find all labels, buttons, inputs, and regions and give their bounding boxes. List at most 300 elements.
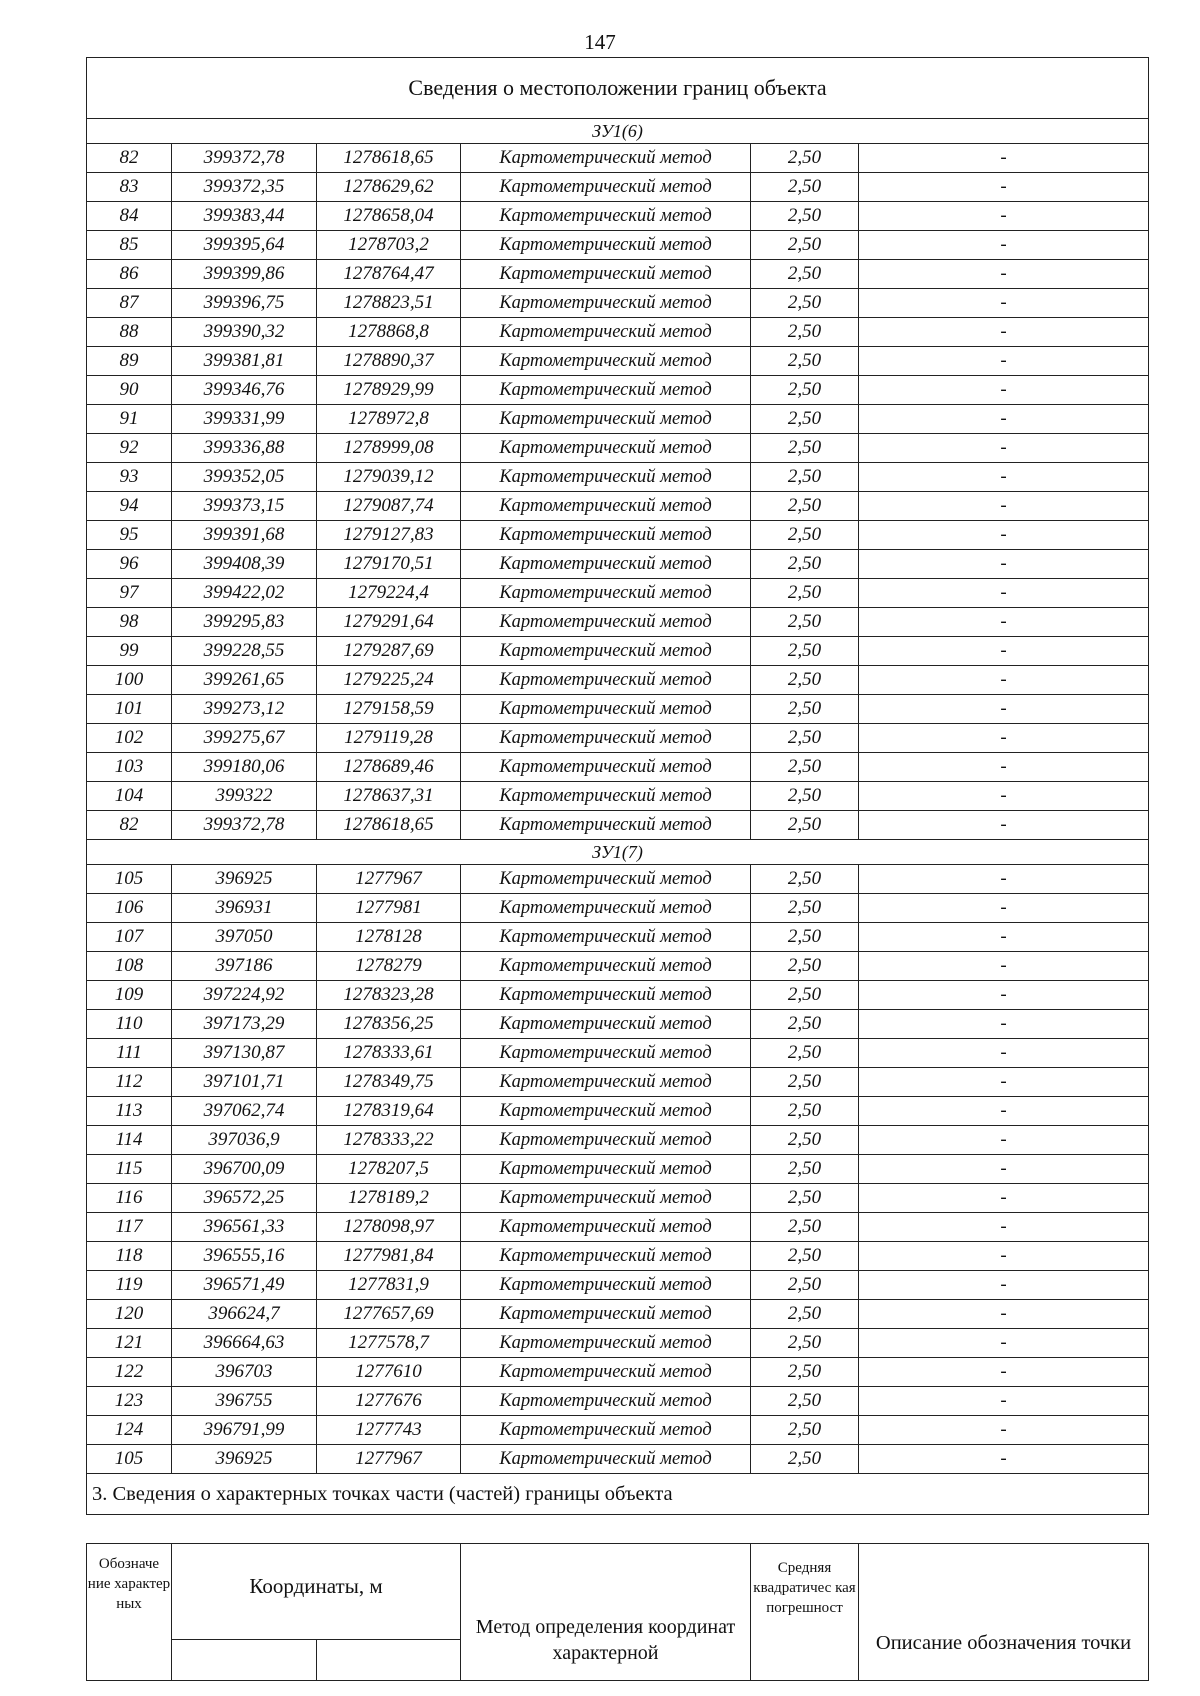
error-cell: 2,50 bbox=[751, 492, 859, 521]
method-cell: Картометрический метод bbox=[461, 1358, 751, 1387]
method-cell: Картометрический метод bbox=[461, 318, 751, 347]
method-cell: Картометрический метод bbox=[461, 144, 751, 173]
y-coordinate-cell: 1278207,5 bbox=[317, 1155, 461, 1184]
point-id-cell: 83 bbox=[87, 173, 172, 202]
error-cell: 2,50 bbox=[751, 695, 859, 724]
error-cell: 2,50 bbox=[751, 405, 859, 434]
x-coordinate-cell: 399422,02 bbox=[172, 579, 317, 608]
point-id-cell: 99 bbox=[87, 637, 172, 666]
point-id-cell: 121 bbox=[87, 1329, 172, 1358]
y-coordinate-cell: 1277610 bbox=[317, 1358, 461, 1387]
x-coordinate-cell: 399408,39 bbox=[172, 550, 317, 579]
y-coordinate-cell: 1277578,7 bbox=[317, 1329, 461, 1358]
point-id-cell: 112 bbox=[87, 1068, 172, 1097]
error-cell: 2,50 bbox=[751, 1010, 859, 1039]
x-coordinate-cell: 399395,64 bbox=[172, 231, 317, 260]
error-cell: 2,50 bbox=[751, 1416, 859, 1445]
point-id-cell: 102 bbox=[87, 724, 172, 753]
x-coordinate-cell: 399336,88 bbox=[172, 434, 317, 463]
method-cell: Картометрический метод bbox=[461, 1271, 751, 1300]
y-coordinate-cell: 1278929,99 bbox=[317, 376, 461, 405]
method-cell: Картометрический метод bbox=[461, 231, 751, 260]
method-cell: Картометрический метод bbox=[461, 463, 751, 492]
table-row bbox=[87, 1358, 1149, 1387]
method-cell: Картометрический метод bbox=[461, 173, 751, 202]
error-cell: 2,50 bbox=[751, 1445, 859, 1474]
point-id-cell: 82 bbox=[87, 144, 172, 173]
point-id-cell: 111 bbox=[87, 1039, 172, 1068]
header-description: Описание обозначения точки bbox=[859, 1544, 1149, 1681]
x-coordinate-cell: 397186 bbox=[172, 952, 317, 981]
y-coordinate-cell: 1278128 bbox=[317, 923, 461, 952]
error-cell: 2,50 bbox=[751, 1068, 859, 1097]
y-coordinate-cell: 1277743 bbox=[317, 1416, 461, 1445]
x-coordinate-cell: 397130,87 bbox=[172, 1039, 317, 1068]
method-cell: Картометрический метод bbox=[461, 1329, 751, 1358]
table-row bbox=[87, 173, 1149, 202]
point-id-cell: 95 bbox=[87, 521, 172, 550]
x-coordinate-cell: 397224,92 bbox=[172, 981, 317, 1010]
table-row bbox=[87, 608, 1149, 637]
section-row bbox=[87, 119, 1149, 144]
y-coordinate-cell: 1279287,69 bbox=[317, 637, 461, 666]
x-coordinate-cell: 399346,76 bbox=[172, 376, 317, 405]
table-row bbox=[87, 1242, 1149, 1271]
x-coordinate-cell: 399372,78 bbox=[172, 144, 317, 173]
y-coordinate-cell: 1277967 bbox=[317, 1445, 461, 1474]
table-row bbox=[87, 1126, 1149, 1155]
description-cell: - bbox=[859, 782, 1149, 811]
description-cell: - bbox=[859, 202, 1149, 231]
description-cell: - bbox=[859, 1300, 1149, 1329]
point-id-cell: 105 bbox=[87, 865, 172, 894]
description-cell: - bbox=[859, 865, 1149, 894]
table-row bbox=[87, 1039, 1149, 1068]
y-coordinate-cell: 1278999,08 bbox=[317, 434, 461, 463]
header-x-cell bbox=[172, 1640, 317, 1681]
x-coordinate-cell: 396664,63 bbox=[172, 1329, 317, 1358]
point-id-cell: 113 bbox=[87, 1097, 172, 1126]
section-label: ЗУ1(7) bbox=[87, 840, 1149, 865]
description-cell: - bbox=[859, 173, 1149, 202]
x-coordinate-cell: 397050 bbox=[172, 923, 317, 952]
y-coordinate-cell: 1278333,61 bbox=[317, 1039, 461, 1068]
point-id-cell: 84 bbox=[87, 202, 172, 231]
y-coordinate-cell: 1279158,59 bbox=[317, 695, 461, 724]
error-cell: 2,50 bbox=[751, 608, 859, 637]
point-id-cell: 106 bbox=[87, 894, 172, 923]
x-coordinate-cell: 399383,44 bbox=[172, 202, 317, 231]
point-id-cell: 108 bbox=[87, 952, 172, 981]
y-coordinate-cell: 1279225,24 bbox=[317, 666, 461, 695]
description-cell: - bbox=[859, 1242, 1149, 1271]
point-id-cell: 98 bbox=[87, 608, 172, 637]
x-coordinate-cell: 396931 bbox=[172, 894, 317, 923]
table-title-row bbox=[87, 58, 1149, 119]
section-label: ЗУ1(6) bbox=[87, 119, 1149, 144]
x-coordinate-cell: 399373,15 bbox=[172, 492, 317, 521]
description-cell: - bbox=[859, 434, 1149, 463]
description-cell: - bbox=[859, 289, 1149, 318]
table-title: Сведения о местоположении границ объекта bbox=[87, 58, 1149, 119]
point-id-cell: 89 bbox=[87, 347, 172, 376]
table-row bbox=[87, 579, 1149, 608]
method-cell: Картометрический метод bbox=[461, 347, 751, 376]
description-cell: - bbox=[859, 811, 1149, 840]
x-coordinate-cell: 399399,86 bbox=[172, 260, 317, 289]
page-number: 147 bbox=[584, 30, 616, 54]
x-coordinate-cell: 397062,74 bbox=[172, 1097, 317, 1126]
x-coordinate-cell: 399228,55 bbox=[172, 637, 317, 666]
error-cell: 2,50 bbox=[751, 637, 859, 666]
x-coordinate-cell: 396700,09 bbox=[172, 1155, 317, 1184]
y-coordinate-cell: 1278356,25 bbox=[317, 1010, 461, 1039]
method-cell: Картометрический метод bbox=[461, 753, 751, 782]
point-id-cell: 93 bbox=[87, 463, 172, 492]
method-cell: Картометрический метод bbox=[461, 894, 751, 923]
description-cell: - bbox=[859, 550, 1149, 579]
y-coordinate-cell: 1279170,51 bbox=[317, 550, 461, 579]
description-cell: - bbox=[859, 1010, 1149, 1039]
description-cell: - bbox=[859, 894, 1149, 923]
error-cell: 2,50 bbox=[751, 1300, 859, 1329]
y-coordinate-cell: 1278689,46 bbox=[317, 753, 461, 782]
header-designation: Обозначе ние характер ных bbox=[87, 1544, 172, 1681]
error-cell: 2,50 bbox=[751, 724, 859, 753]
error-cell: 2,50 bbox=[751, 173, 859, 202]
table-row bbox=[87, 894, 1149, 923]
point-id-cell: 104 bbox=[87, 782, 172, 811]
point-id-cell: 82 bbox=[87, 811, 172, 840]
table-row bbox=[87, 981, 1149, 1010]
description-cell: - bbox=[859, 608, 1149, 637]
y-coordinate-cell: 1279119,28 bbox=[317, 724, 461, 753]
point-id-cell: 94 bbox=[87, 492, 172, 521]
point-id-cell: 117 bbox=[87, 1213, 172, 1242]
x-coordinate-cell: 399322 bbox=[172, 782, 317, 811]
table-row bbox=[87, 405, 1149, 434]
y-coordinate-cell: 1278823,51 bbox=[317, 289, 461, 318]
description-cell: - bbox=[859, 318, 1149, 347]
description-cell: - bbox=[859, 492, 1149, 521]
y-coordinate-cell: 1278637,31 bbox=[317, 782, 461, 811]
header-coordinates: Координаты, м bbox=[172, 1544, 461, 1640]
table-row bbox=[87, 923, 1149, 952]
error-cell: 2,50 bbox=[751, 1213, 859, 1242]
table-row bbox=[87, 521, 1149, 550]
table-row bbox=[87, 463, 1149, 492]
x-coordinate-cell: 396572,25 bbox=[172, 1184, 317, 1213]
method-cell: Картометрический метод bbox=[461, 1010, 751, 1039]
description-cell: - bbox=[859, 1416, 1149, 1445]
table-row bbox=[87, 144, 1149, 173]
table-row bbox=[87, 492, 1149, 521]
point-id-cell: 118 bbox=[87, 1242, 172, 1271]
table-row bbox=[87, 1213, 1149, 1242]
table-row bbox=[87, 376, 1149, 405]
error-cell: 2,50 bbox=[751, 782, 859, 811]
table-row bbox=[87, 1010, 1149, 1039]
table-row bbox=[87, 1271, 1149, 1300]
x-coordinate-cell: 396703 bbox=[172, 1358, 317, 1387]
point-id-cell: 97 bbox=[87, 579, 172, 608]
description-cell: - bbox=[859, 1184, 1149, 1213]
point-id-cell: 100 bbox=[87, 666, 172, 695]
next-table-header-clip bbox=[86, 1543, 1150, 1664]
point-id-cell: 120 bbox=[87, 1300, 172, 1329]
y-coordinate-cell: 1277676 bbox=[317, 1387, 461, 1416]
error-cell: 2,50 bbox=[751, 1329, 859, 1358]
description-cell: - bbox=[859, 666, 1149, 695]
method-cell: Картометрический метод bbox=[461, 608, 751, 637]
y-coordinate-cell: 1278703,2 bbox=[317, 231, 461, 260]
table-row bbox=[87, 1068, 1149, 1097]
error-cell: 2,50 bbox=[751, 289, 859, 318]
table-row bbox=[87, 1416, 1149, 1445]
y-coordinate-cell: 1278629,62 bbox=[317, 173, 461, 202]
method-cell: Картометрический метод bbox=[461, 376, 751, 405]
table-row bbox=[87, 637, 1149, 666]
description-cell: - bbox=[859, 1445, 1149, 1474]
description-cell: - bbox=[859, 952, 1149, 981]
point-id-cell: 88 bbox=[87, 318, 172, 347]
x-coordinate-cell: 399372,35 bbox=[172, 173, 317, 202]
error-cell: 2,50 bbox=[751, 144, 859, 173]
point-id-cell: 101 bbox=[87, 695, 172, 724]
x-coordinate-cell: 396925 bbox=[172, 865, 317, 894]
x-coordinate-cell: 396791,99 bbox=[172, 1416, 317, 1445]
point-id-cell: 105 bbox=[87, 1445, 172, 1474]
error-cell: 2,50 bbox=[751, 260, 859, 289]
part-boundary-points-header bbox=[86, 1543, 1149, 1681]
error-cell: 2,50 bbox=[751, 434, 859, 463]
y-coordinate-cell: 1279291,64 bbox=[317, 608, 461, 637]
description-cell: - bbox=[859, 1213, 1149, 1242]
point-id-cell: 123 bbox=[87, 1387, 172, 1416]
x-coordinate-cell: 399396,75 bbox=[172, 289, 317, 318]
x-coordinate-cell: 399352,05 bbox=[172, 463, 317, 492]
boundary-coordinates-table bbox=[86, 57, 1149, 1515]
method-cell: Картометрический метод bbox=[461, 695, 751, 724]
error-cell: 2,50 bbox=[751, 579, 859, 608]
y-coordinate-cell: 1278319,64 bbox=[317, 1097, 461, 1126]
table-row bbox=[87, 753, 1149, 782]
table-row bbox=[87, 865, 1149, 894]
y-coordinate-cell: 1278189,2 bbox=[317, 1184, 461, 1213]
y-coordinate-cell: 1277981,84 bbox=[317, 1242, 461, 1271]
table-row bbox=[87, 347, 1149, 376]
y-coordinate-cell: 1278323,28 bbox=[317, 981, 461, 1010]
table-row bbox=[87, 318, 1149, 347]
header-y-cell bbox=[317, 1640, 461, 1681]
description-cell: - bbox=[859, 1097, 1149, 1126]
description-cell: - bbox=[859, 260, 1149, 289]
method-cell: Картометрический метод bbox=[461, 1213, 751, 1242]
x-coordinate-cell: 396555,16 bbox=[172, 1242, 317, 1271]
table-row bbox=[87, 811, 1149, 840]
footer-section-title: 3. Сведения о характерных точках части (частей) границы объекта bbox=[87, 1474, 1149, 1515]
error-cell: 2,50 bbox=[751, 347, 859, 376]
method-cell: Картометрический метод bbox=[461, 952, 751, 981]
x-coordinate-cell: 397101,71 bbox=[172, 1068, 317, 1097]
description-cell: - bbox=[859, 637, 1149, 666]
description-cell: - bbox=[859, 1387, 1149, 1416]
description-cell: - bbox=[859, 347, 1149, 376]
error-cell: 2,50 bbox=[751, 521, 859, 550]
table-row bbox=[87, 260, 1149, 289]
header-method: Метод определения координат характерной bbox=[461, 1544, 751, 1681]
y-coordinate-cell: 1278279 bbox=[317, 952, 461, 981]
x-coordinate-cell: 399180,06 bbox=[172, 753, 317, 782]
x-coordinate-cell: 399331,99 bbox=[172, 405, 317, 434]
x-coordinate-cell: 399295,83 bbox=[172, 608, 317, 637]
table-row bbox=[87, 1155, 1149, 1184]
table-row bbox=[87, 231, 1149, 260]
x-coordinate-cell: 397036,9 bbox=[172, 1126, 317, 1155]
y-coordinate-cell: 1278972,8 bbox=[317, 405, 461, 434]
y-coordinate-cell: 1277831,9 bbox=[317, 1271, 461, 1300]
y-coordinate-cell: 1278349,75 bbox=[317, 1068, 461, 1097]
description-cell: - bbox=[859, 579, 1149, 608]
point-id-cell: 91 bbox=[87, 405, 172, 434]
method-cell: Картометрический метод bbox=[461, 865, 751, 894]
error-cell: 2,50 bbox=[751, 811, 859, 840]
method-cell: Картометрический метод bbox=[461, 1387, 751, 1416]
point-id-cell: 110 bbox=[87, 1010, 172, 1039]
point-id-cell: 122 bbox=[87, 1358, 172, 1387]
x-coordinate-cell: 396571,49 bbox=[172, 1271, 317, 1300]
error-cell: 2,50 bbox=[751, 1097, 859, 1126]
x-coordinate-cell: 397173,29 bbox=[172, 1010, 317, 1039]
x-coordinate-cell: 399372,78 bbox=[172, 811, 317, 840]
method-cell: Картометрический метод bbox=[461, 1445, 751, 1474]
point-id-cell: 86 bbox=[87, 260, 172, 289]
description-cell: - bbox=[859, 1271, 1149, 1300]
footer-section-row bbox=[87, 1474, 1149, 1515]
method-cell: Картометрический метод bbox=[461, 550, 751, 579]
method-cell: Картометрический метод bbox=[461, 405, 751, 434]
method-cell: Картометрический метод bbox=[461, 434, 751, 463]
description-cell: - bbox=[859, 1358, 1149, 1387]
error-cell: 2,50 bbox=[751, 1271, 859, 1300]
table-row bbox=[87, 434, 1149, 463]
point-id-cell: 109 bbox=[87, 981, 172, 1010]
description-cell: - bbox=[859, 521, 1149, 550]
method-cell: Картометрический метод bbox=[461, 1097, 751, 1126]
x-coordinate-cell: 396755 bbox=[172, 1387, 317, 1416]
x-coordinate-cell: 396561,33 bbox=[172, 1213, 317, 1242]
x-coordinate-cell: 396624,7 bbox=[172, 1300, 317, 1329]
table-row bbox=[87, 695, 1149, 724]
y-coordinate-cell: 1278098,97 bbox=[317, 1213, 461, 1242]
method-cell: Картометрический метод bbox=[461, 202, 751, 231]
method-cell: Картометрический метод bbox=[461, 260, 751, 289]
y-coordinate-cell: 1278618,65 bbox=[317, 144, 461, 173]
description-cell: - bbox=[859, 376, 1149, 405]
method-cell: Картометрический метод bbox=[461, 1039, 751, 1068]
x-coordinate-cell: 396925 bbox=[172, 1445, 317, 1474]
method-cell: Картометрический метод bbox=[461, 1126, 751, 1155]
description-cell: - bbox=[859, 724, 1149, 753]
table-row bbox=[87, 952, 1149, 981]
method-cell: Картометрический метод bbox=[461, 666, 751, 695]
method-cell: Картометрический метод bbox=[461, 811, 751, 840]
error-cell: 2,50 bbox=[751, 231, 859, 260]
point-id-cell: 115 bbox=[87, 1155, 172, 1184]
table-row bbox=[87, 1387, 1149, 1416]
y-coordinate-cell: 1278333,22 bbox=[317, 1126, 461, 1155]
error-cell: 2,50 bbox=[751, 318, 859, 347]
error-cell: 2,50 bbox=[751, 1184, 859, 1213]
section-row bbox=[87, 840, 1149, 865]
x-coordinate-cell: 399273,12 bbox=[172, 695, 317, 724]
error-cell: 2,50 bbox=[751, 981, 859, 1010]
point-id-cell: 124 bbox=[87, 1416, 172, 1445]
description-cell: - bbox=[859, 405, 1149, 434]
error-cell: 2,50 bbox=[751, 1039, 859, 1068]
table-row bbox=[87, 289, 1149, 318]
y-coordinate-cell: 1279039,12 bbox=[317, 463, 461, 492]
description-cell: - bbox=[859, 231, 1149, 260]
point-id-cell: 103 bbox=[87, 753, 172, 782]
x-coordinate-cell: 399275,67 bbox=[172, 724, 317, 753]
point-id-cell: 96 bbox=[87, 550, 172, 579]
error-cell: 2,50 bbox=[751, 1358, 859, 1387]
description-cell: - bbox=[859, 1155, 1149, 1184]
method-cell: Картометрический метод bbox=[461, 289, 751, 318]
y-coordinate-cell: 1278618,65 bbox=[317, 811, 461, 840]
error-cell: 2,50 bbox=[751, 923, 859, 952]
table-row bbox=[87, 202, 1149, 231]
error-cell: 2,50 bbox=[751, 952, 859, 981]
error-cell: 2,50 bbox=[751, 894, 859, 923]
x-coordinate-cell: 399391,68 bbox=[172, 521, 317, 550]
y-coordinate-cell: 1279127,83 bbox=[317, 521, 461, 550]
point-id-cell: 116 bbox=[87, 1184, 172, 1213]
y-coordinate-cell: 1277657,69 bbox=[317, 1300, 461, 1329]
method-cell: Картометрический метод bbox=[461, 1300, 751, 1329]
method-cell: Картометрический метод bbox=[461, 521, 751, 550]
y-coordinate-cell: 1279224,4 bbox=[317, 579, 461, 608]
method-cell: Картометрический метод bbox=[461, 1155, 751, 1184]
description-cell: - bbox=[859, 923, 1149, 952]
description-cell: - bbox=[859, 463, 1149, 492]
description-cell: - bbox=[859, 1039, 1149, 1068]
y-coordinate-cell: 1277967 bbox=[317, 865, 461, 894]
y-coordinate-cell: 1279087,74 bbox=[317, 492, 461, 521]
description-cell: - bbox=[859, 753, 1149, 782]
description-cell: - bbox=[859, 1126, 1149, 1155]
error-cell: 2,50 bbox=[751, 1387, 859, 1416]
method-cell: Картометрический метод bbox=[461, 492, 751, 521]
y-coordinate-cell: 1278658,04 bbox=[317, 202, 461, 231]
error-cell: 2,50 bbox=[751, 666, 859, 695]
method-cell: Картометрический метод bbox=[461, 637, 751, 666]
method-cell: Картометрический метод bbox=[461, 1416, 751, 1445]
header-error: Средняя квадратичес кая погрешност bbox=[751, 1544, 859, 1681]
table-row bbox=[87, 1300, 1149, 1329]
point-id-cell: 90 bbox=[87, 376, 172, 405]
description-cell: - bbox=[859, 981, 1149, 1010]
description-cell: - bbox=[859, 144, 1149, 173]
y-coordinate-cell: 1278890,37 bbox=[317, 347, 461, 376]
error-cell: 2,50 bbox=[751, 550, 859, 579]
table-row bbox=[87, 1184, 1149, 1213]
description-cell: - bbox=[859, 1068, 1149, 1097]
point-id-cell: 119 bbox=[87, 1271, 172, 1300]
method-cell: Картометрический метод bbox=[461, 981, 751, 1010]
error-cell: 2,50 bbox=[751, 753, 859, 782]
